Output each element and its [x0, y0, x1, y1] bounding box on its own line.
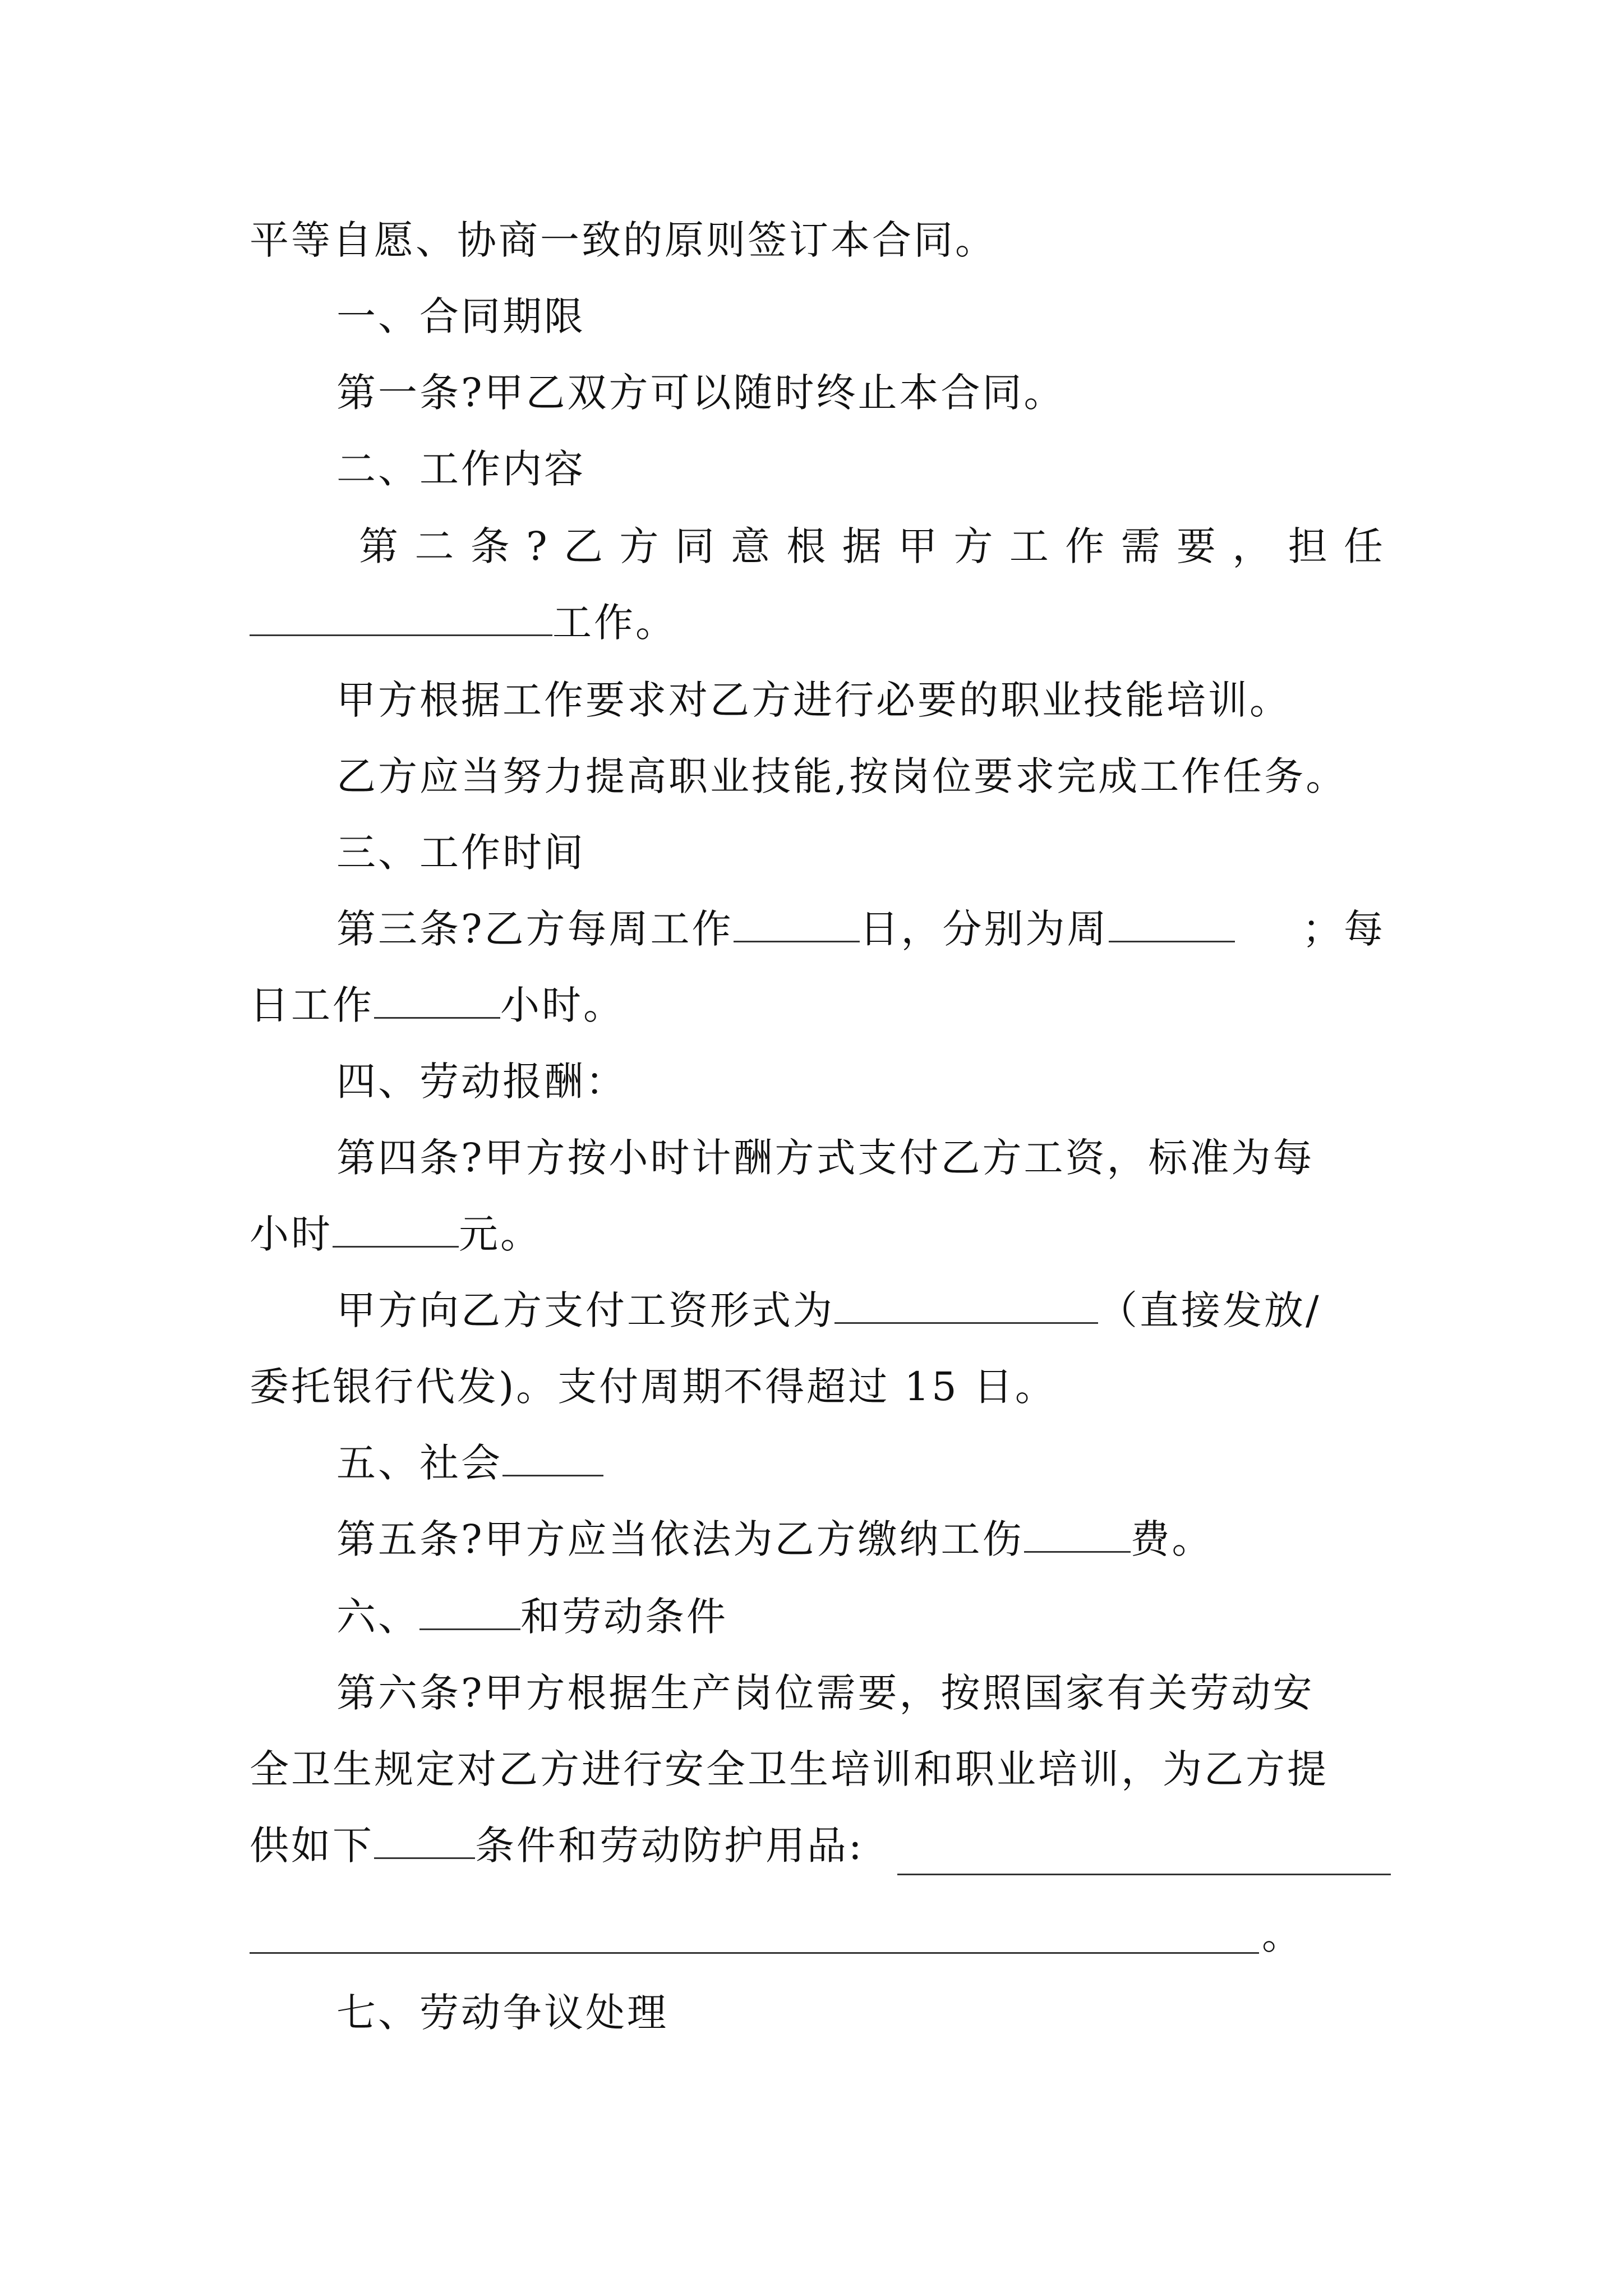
- text: 条件和劳动防护用品:: [475, 1823, 864, 1869]
- article-4-line2: [250, 1206, 542, 1262]
- payment-line1: [336, 1282, 1321, 1338]
- char: 条: [470, 523, 512, 569]
- text: （直接发放/: [1098, 1287, 1321, 1333]
- text: ；每: [1302, 906, 1385, 952]
- text: 小时。: [500, 982, 625, 1028]
- text: 供如下: [250, 1823, 374, 1869]
- char: 担: [1288, 523, 1330, 569]
- text: 日工作: [250, 982, 374, 1028]
- article-5: [336, 1511, 1214, 1567]
- char: 同: [675, 523, 717, 569]
- article-3-line1: [336, 901, 1385, 957]
- fill-blank[interactable]: [897, 1874, 1391, 1875]
- text: 工作。: [552, 600, 677, 646]
- char: 二: [414, 523, 457, 569]
- fill-blank[interactable]: [250, 1952, 1259, 1954]
- article-6-line3: [250, 1818, 864, 1874]
- section-heading: 七、劳动争议处理: [336, 1990, 668, 2036]
- article-3-line2: [250, 977, 625, 1033]
- char: 意: [731, 523, 773, 569]
- section-heading: [336, 1435, 603, 1491]
- section-heading: 四、劳动报酬：: [336, 1059, 627, 1105]
- char: 乙: [563, 523, 605, 569]
- paragraph-line: 平等自愿、协商一致的原则签订本合同。: [250, 217, 997, 263]
- paragraph-line: 乙方应当努力提高职业技能,按岗位要求完成工作任务。: [336, 753, 1348, 799]
- article-1: 第一条?甲乙双方可以随时终止本合同。: [336, 370, 1066, 416]
- payment-line2: 委托银行代发)。支付周期不得超过 15 日。: [250, 1364, 1057, 1410]
- char: 根: [786, 523, 828, 569]
- fill-blank[interactable]: [734, 901, 860, 942]
- text: 甲方向乙方支付工资形式为: [336, 1287, 834, 1333]
- article-2-line1: [359, 518, 1385, 574]
- article-6-line1: 第六条?甲方根据生产岗位需要，按照国家有关劳动安: [336, 1670, 1315, 1716]
- fill-blank[interactable]: [1109, 901, 1235, 942]
- text: 六、: [336, 1594, 419, 1640]
- char: 方: [619, 523, 661, 569]
- fill-blank[interactable]: [419, 1589, 520, 1630]
- fill-blank[interactable]: [374, 978, 500, 1019]
- section-heading: 一、合同期限: [336, 293, 585, 339]
- text: 和劳动条件: [520, 1594, 728, 1640]
- text: 第五条?甲方应当依法为乙方缴纳工伤: [336, 1516, 1024, 1562]
- period: 。: [1262, 1912, 1303, 1958]
- section-heading: 三、工作时间: [336, 830, 585, 876]
- char: 需: [1121, 523, 1163, 569]
- text: 元。: [459, 1211, 542, 1257]
- char: 要: [1176, 523, 1218, 569]
- char: 第: [359, 523, 400, 569]
- section-heading: [336, 1589, 728, 1645]
- fill-blank[interactable]: [374, 1818, 475, 1859]
- char: 甲: [898, 523, 940, 569]
- char: 工: [1009, 523, 1051, 569]
- fill-blank[interactable]: [333, 1207, 459, 1248]
- fill-blank[interactable]: [250, 595, 552, 636]
- fill-blank[interactable]: [502, 1435, 603, 1476]
- char: ，: [1232, 523, 1274, 569]
- char: ?: [526, 523, 550, 569]
- text: 第三条?乙方每周工作: [336, 906, 734, 952]
- fill-blank[interactable]: [1024, 1512, 1131, 1553]
- text: 日，分别为周: [859, 906, 1109, 952]
- section-heading: 二、工作内容: [336, 446, 585, 492]
- char: 作: [1065, 523, 1107, 569]
- article-2-line2: [250, 595, 677, 651]
- char: 方: [953, 523, 995, 569]
- char: 据: [842, 523, 884, 569]
- text: 五、社会: [336, 1440, 502, 1486]
- article-6-line2: 全卫生规定对乙方进行安全卫生培训和职业培训，为乙方提: [250, 1746, 1329, 1792]
- fill-blank[interactable]: [834, 1283, 1098, 1324]
- text: 小时: [250, 1211, 333, 1257]
- text: 费。: [1130, 1516, 1214, 1562]
- article-4-line1: 第四条?甲方按小时计酬方式支付乙方工资，标准为每: [336, 1135, 1315, 1181]
- paragraph-line: 甲方根据工作要求对乙方进行必要的职业技能培训。: [336, 677, 1291, 723]
- char: 任: [1344, 523, 1385, 569]
